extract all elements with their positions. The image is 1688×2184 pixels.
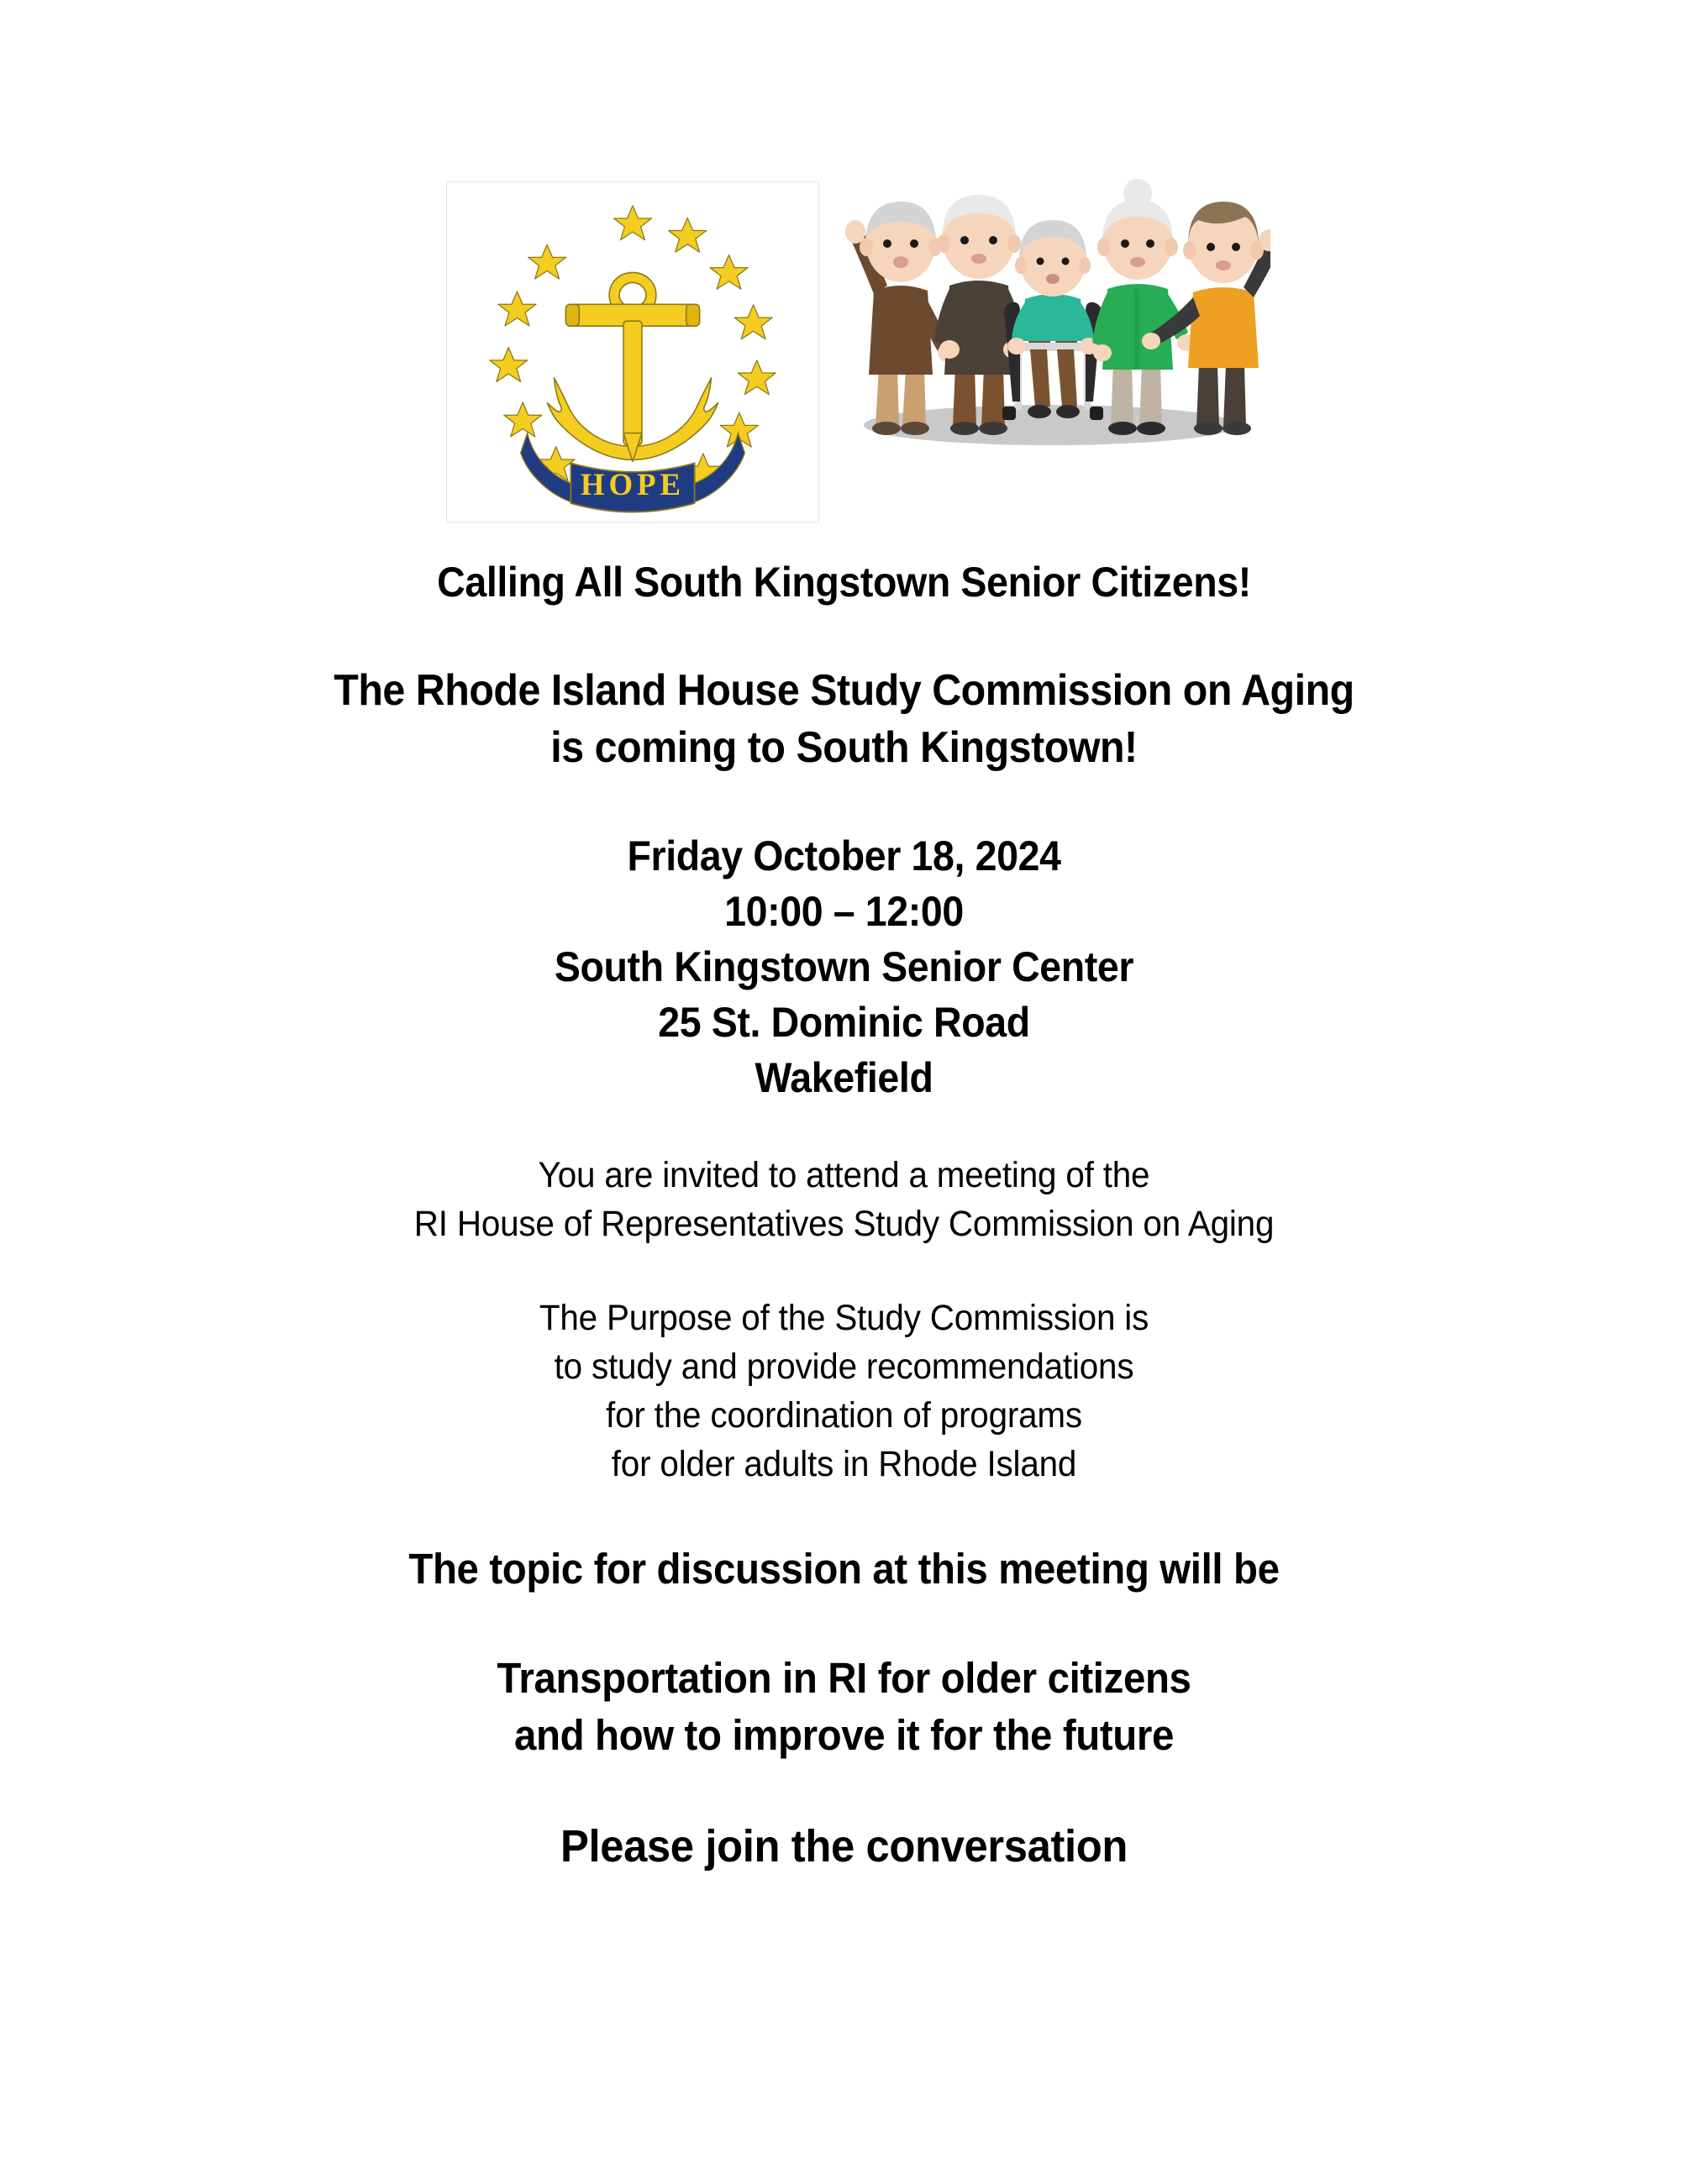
purpose-line-2: to study and provide recommendations	[554, 1347, 1134, 1387]
topic-line-1: Transportation in RI for older citizens	[497, 1654, 1191, 1702]
event-street: 25 St. Dominic Road	[658, 999, 1030, 1046]
event-venue: South Kingstown Senior Center	[554, 943, 1134, 990]
spacer	[0, 1488, 1688, 1541]
closing-call-to-action: Please join the conversation	[560, 1821, 1128, 1872]
topic-line-2: and how to improve it for the future	[513, 1711, 1175, 1759]
event-city: Wakefield	[755, 1054, 933, 1101]
purpose-line-3: for the coordination of programs	[606, 1395, 1082, 1436]
purpose-line-4: for older adults in Rhode Island	[611, 1444, 1077, 1484]
spacer	[0, 610, 1688, 662]
purpose-line-1: The Purpose of the Study Commission is	[539, 1298, 1149, 1338]
senior-citizens-illustration	[825, 175, 1270, 452]
spacer	[0, 1598, 1688, 1650]
invitation-line-1: You are invited to attend a meeting of the	[538, 1155, 1150, 1195]
commission-line-2: is coming to South Kingstown!	[550, 723, 1138, 772]
commission-line-1: The Rhode Island House Study Commission on Aging	[334, 666, 1354, 715]
spacer	[0, 1248, 1688, 1294]
rhode-island-flag-image	[446, 181, 819, 522]
header-image-band	[0, 0, 1688, 538]
spacer	[0, 1764, 1688, 1816]
headline: Calling All South Kingstown Senior Citizens!	[437, 559, 1251, 606]
flyer-text-content	[0, 554, 1688, 1877]
topic-intro: The topic for discussion at this meeting will be	[408, 1545, 1280, 1593]
invitation-line-2: RI House of Representatives Study Commission on Aging	[413, 1204, 1275, 1244]
event-time: 10:00 – 12:00	[724, 888, 964, 935]
event-date: Friday October 18, 2024	[627, 832, 1061, 879]
svg-text:HOPE: HOPE	[580, 467, 686, 502]
spacer	[0, 776, 1688, 828]
spacer	[0, 1105, 1688, 1151]
